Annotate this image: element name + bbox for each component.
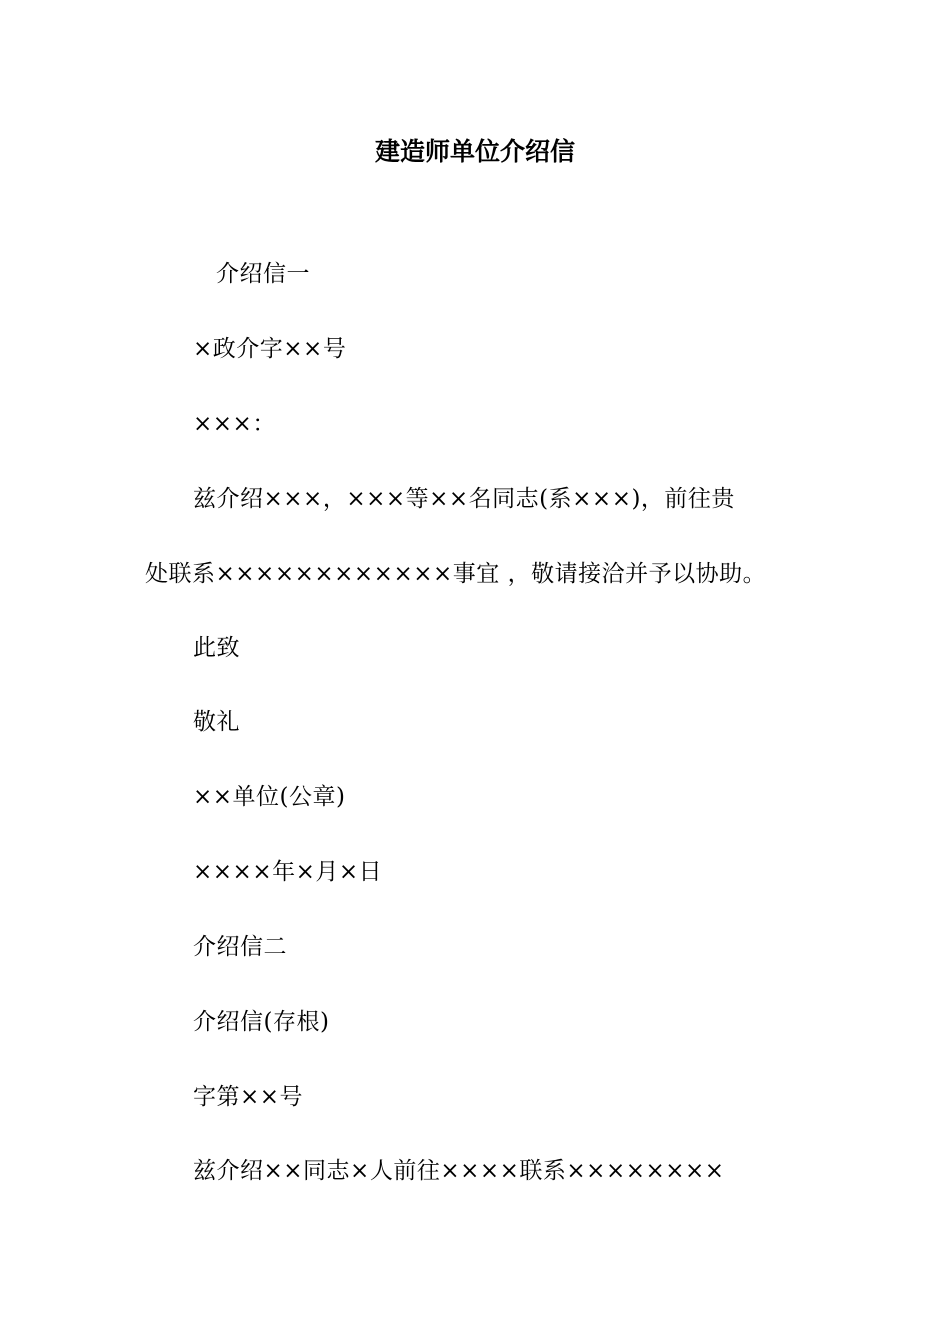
closing-jingli: 敬礼 [193,709,240,735]
stub-heading: 介绍信(存根) [193,1009,330,1035]
closing-cizhi: 此致 [193,635,240,661]
body-paragraph-line-1: 兹介绍×××，×××等××名同志(系×××)，前往贵 [193,486,735,512]
stub-reference-number: 字第××号 [193,1084,304,1110]
reference-number: ×政介字××号 [193,336,347,362]
section-heading-letter-two: 介绍信二 [193,934,287,960]
stub-body-line-1: 兹介绍××同志×人前往××××联系×××××××× [193,1158,725,1184]
body-paragraph-line-2: 处联系××××××××××××事宜 ，敬请接洽并予以协助。 [145,561,767,587]
signature-unit-seal: ××单位(公章) [193,784,346,810]
document-title: 建造师单位介绍信 [374,137,575,166]
section-heading-letter-one: 介绍信一 [216,261,310,287]
signature-date: ××××年×月×日 [193,859,383,885]
recipient-salutation: ×××： [193,411,276,437]
